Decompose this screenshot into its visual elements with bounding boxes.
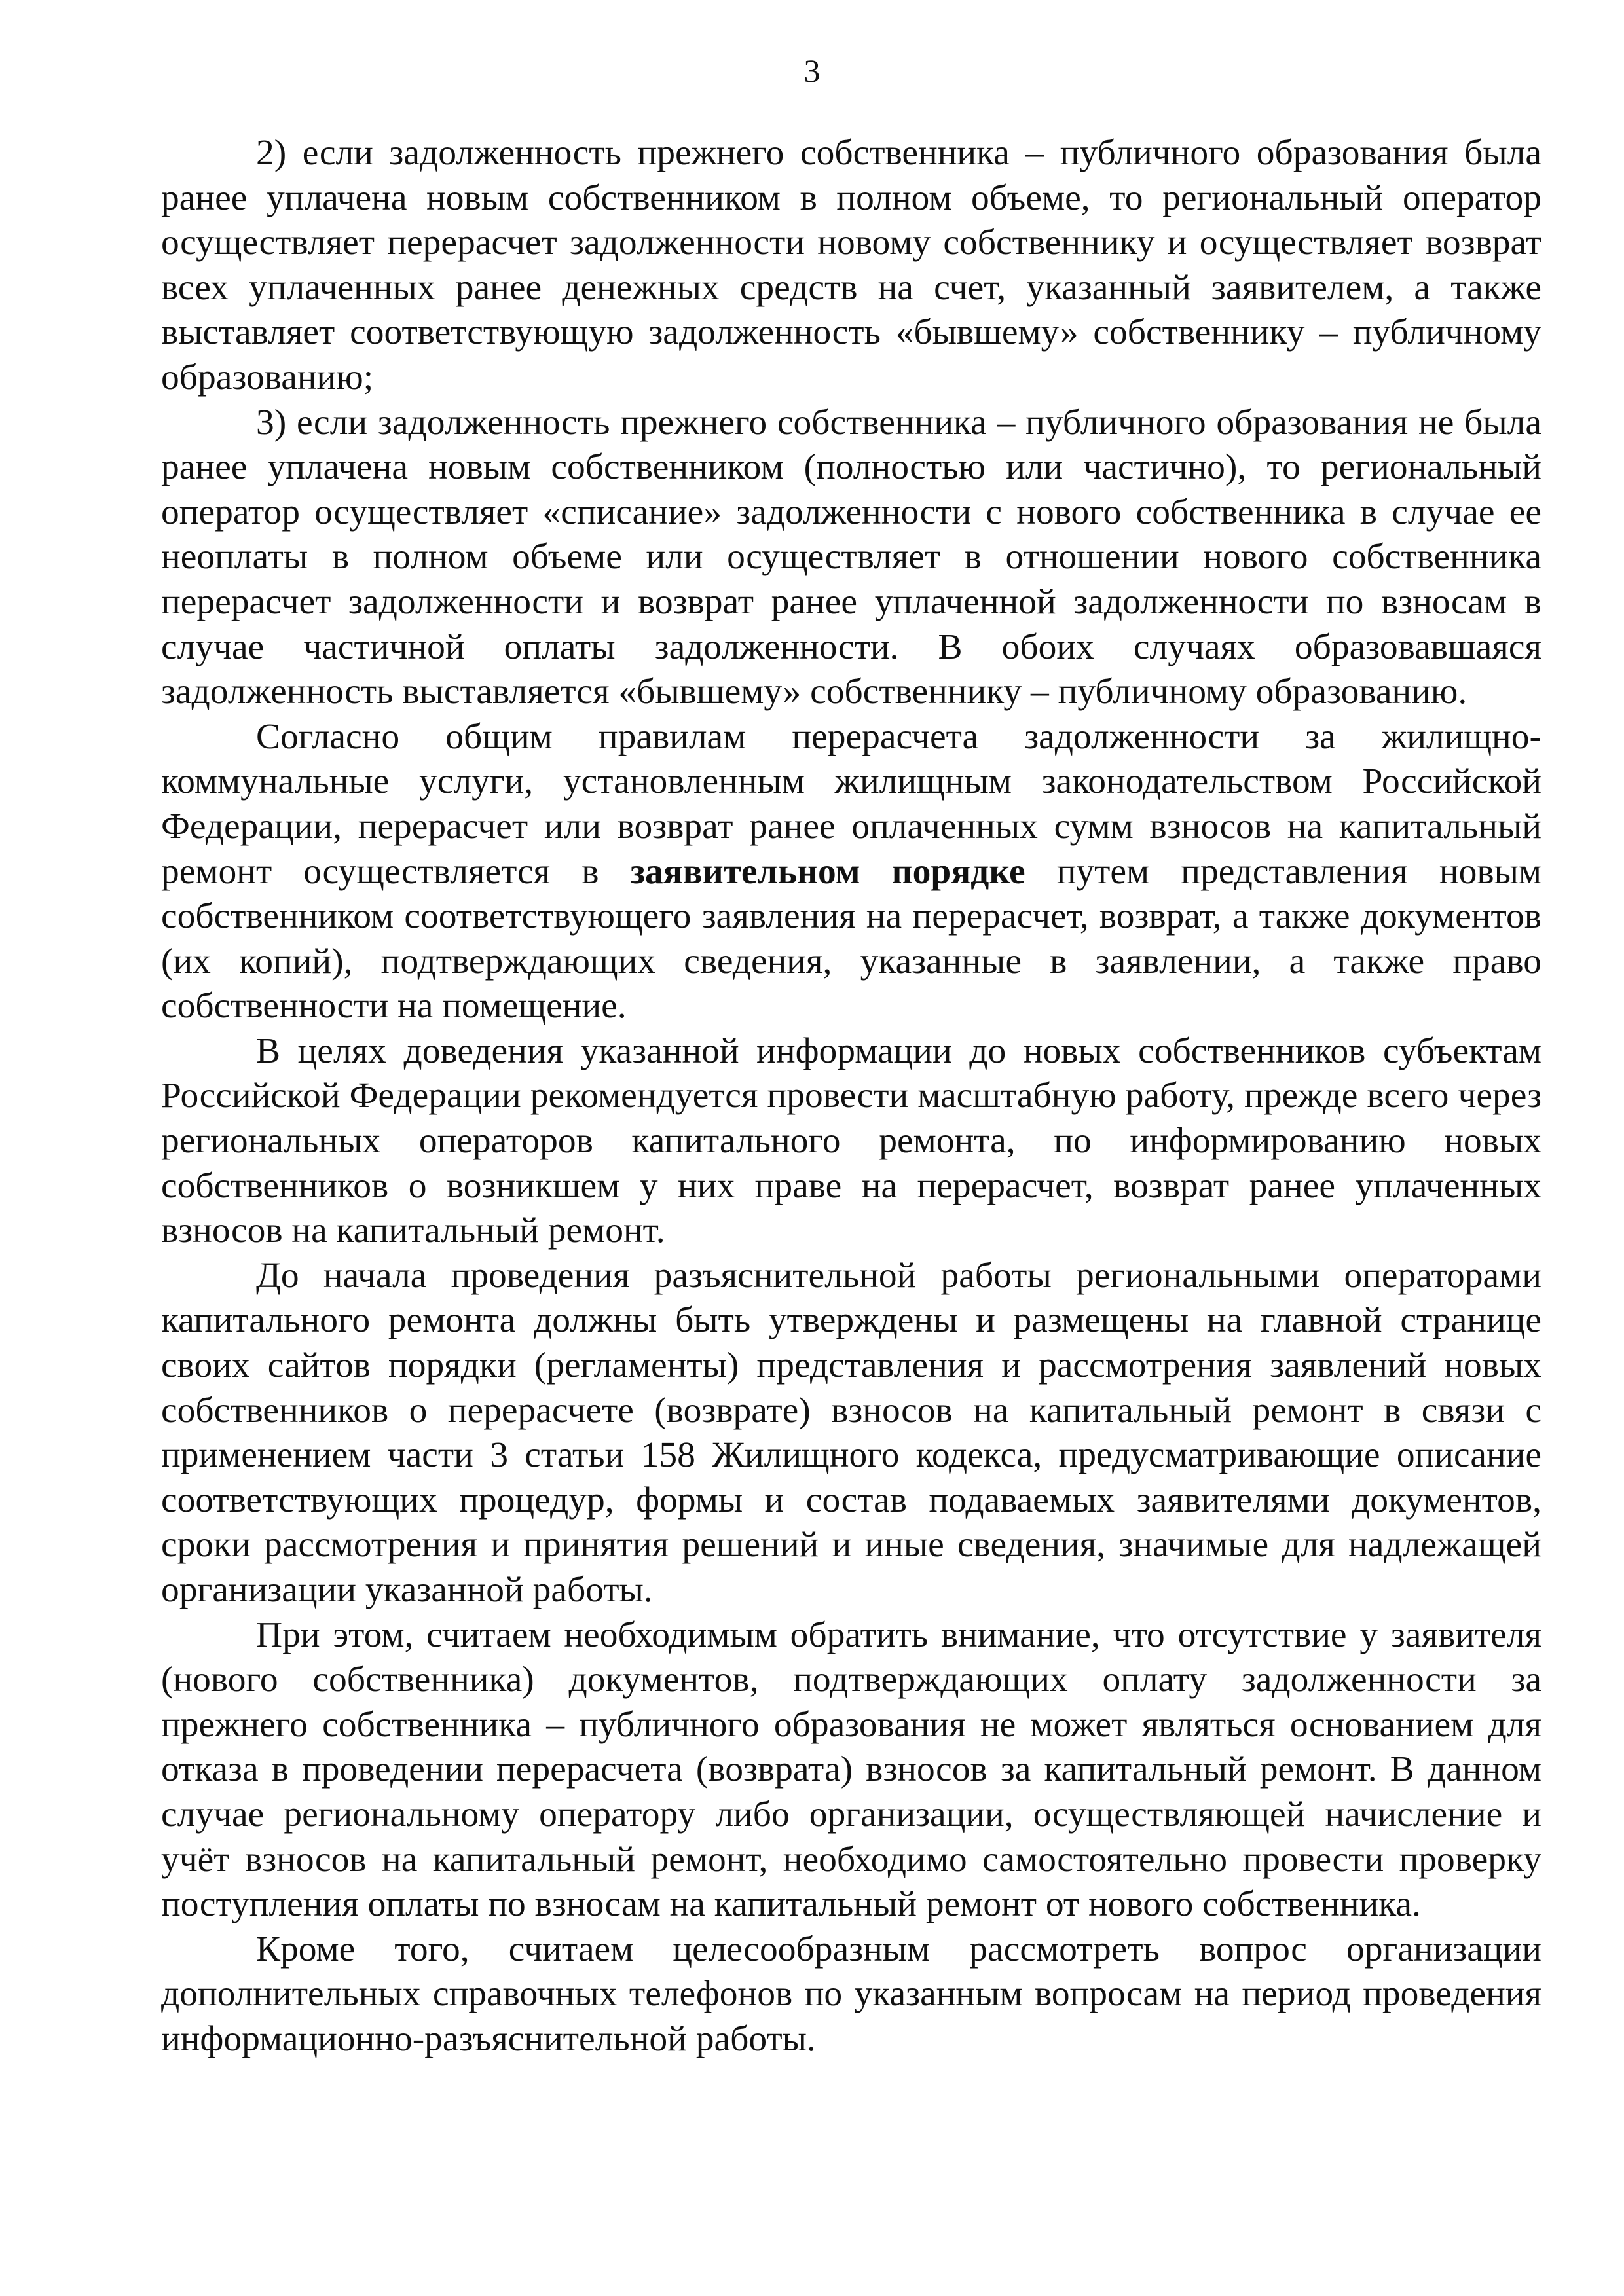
paragraph-text-before: Согласно общим правилам перерасчета задолженности за жилищно-коммунальные услуги, установленным жилищным законодательством Российской Федерации, перерасчет или возврат ранее оплаченных сумм взносов на капитальный ремонт осуществляется в	[161, 716, 1541, 892]
emphasis-application-procedure: заявительном порядке	[630, 851, 1025, 892]
paragraph-text-after: путем представления новым собственником соответствующего заявления на перерасчет, возврат, а также документов (их копий), подтверждающих сведения, указанные в заявлении, а также право собственности на помещение.	[161, 851, 1541, 1027]
paragraph-hotlines: Кроме того, считаем целесообразным рассмотреть вопрос организации дополнительных справочных телефонов по указанным вопросам на период проведения информационно-разъяснительной работы.	[161, 1929, 1541, 2059]
page-number: 3	[803, 52, 821, 89]
paragraph-no-documents: При этом, считаем необходимым обратить внимание, что отсутствие у заявителя (нового собственника) документов, подтверждающих оплату задолженности за прежнего собственника – публичного образования не может являться основанием для отказа в проведении перерасчета (возврата) взносов за капитальный ремонт. В данном случае региональному оператору либо организации, осуществляющей начисление и учёт взносов на капитальный ремонт, необходимо самостоятельно провести проверку поступления оплаты по взносам на капитальный ремонт от нового собственника.	[161, 1614, 1541, 1925]
document-body	[161, 131, 1541, 2062]
paragraph-operator-regulations: До начала проведения разъяснительной работы региональными операторами капитального ремонта должны быть утверждены и размещены на главной странице своих сайтов порядки (регламенты) представления и рассмотрения заявлений новых собственников о перерасчете (возврате) взносов на капитальный ремонт в связи с применением части 3 статьи 158 Жилищного кодекса, предусматривающие описание соответствующих процедур, формы и состав подаваемых заявителями документов, сроки рассмотрения и принятия решений и иные сведения, значимые для надлежащей организации указанной работы.	[161, 1255, 1541, 1610]
paragraph-recalculation-rules	[161, 715, 1541, 1029]
paragraph-informing-owners: В целях доведения указанной информации до новых собственников субъектам Российской Федерации рекомендуется провести масштабную работу, прежде всего через региональных операторов капитального ремонта, по информированию новых собственников о возникшем у них праве на перерасчет, возврат ранее уплаченных взносов на капитальный ремонт.	[161, 1030, 1541, 1251]
paragraph-item-3: 3) если задолженность прежнего собственника – публичного образования не была ранее уплачена новым собственником (полностью или частично), то региональный оператор осуществляет «списание» задолженности с нового собственника в случае ее неоплаты в полном объеме или осуществляет в отношении нового собственника перерасчет задолженности и возврат ранее уплаченной задолженности по взносам в случае частичной оплаты задолженности. В обоих случаях образовавшаяся задолженность выставляется «бывшему» собственнику – публичному образованию.	[161, 402, 1541, 712]
paragraph-item-2: 2) если задолженность прежнего собственника – публичного образования была ранее уплачена новым собственником в полном объеме, то региональный оператор осуществляет перерасчет задолженности новому собственнику и осуществляет возврат всех уплаченных ранее денежных средств на счет, указанный заявителем, а также выставляет соответствующую задолженность «бывшему» собственнику – публичному образованию;	[161, 133, 1541, 397]
